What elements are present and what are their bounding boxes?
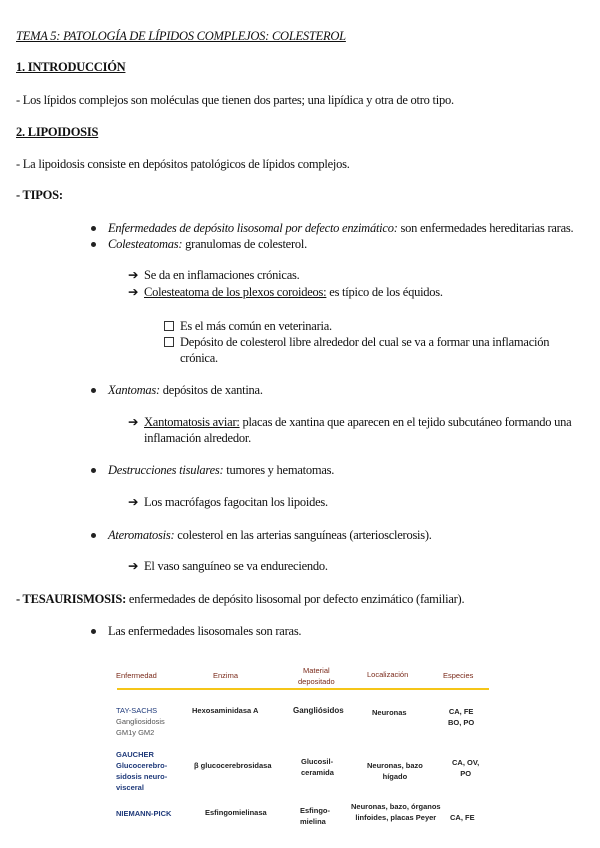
tipos-label: - TIPOS: (16, 188, 63, 202)
disease-cell: TAY-SACHS Gangliosidosis GM1y GM2 (116, 706, 165, 737)
tesaurismosis-paragraph: - TESAURISMOSIS: enfermedades de depósito lisosomal por defecto enzimático (familiar). (16, 592, 465, 606)
list-item: Las enfermedades lisosomales son raras. (108, 624, 302, 638)
heading-introduccion: 1. INTRODUCCIÓN (16, 60, 126, 74)
bullet-icon (91, 629, 96, 634)
list-item: El vaso sanguíneo se va endureciendo. (144, 559, 328, 573)
species-cell: CA, FE (450, 813, 475, 822)
list-item: Depósito de colesterol libre alrededor del cual se va a formar una inflamación (180, 335, 550, 349)
bullet-icon (91, 468, 96, 473)
bullet-icon (91, 388, 96, 393)
bullet-icon (91, 533, 96, 538)
list-item: Xantomatosis aviar: placas de xantina que aparecen en el tejido subcutáneo formando una (144, 415, 572, 429)
bullet-icon (91, 242, 96, 247)
disease-cell: NIEMANN-PICK (116, 809, 172, 818)
enzyme-cell: Esfingomielinasa (205, 808, 267, 817)
list-item: Es el más común en veterinaria. (180, 319, 332, 333)
header-divider (117, 688, 489, 690)
list-item: Los macrófagos fagocitan los lipoides. (144, 495, 328, 509)
list-item-continuation: inflamación alrededor. (144, 431, 251, 445)
location-cell: Neuronas, bazo hígado (367, 761, 423, 781)
list-item-continuation: crónica. (180, 351, 218, 365)
arrow-icon: ➔ (128, 285, 139, 299)
list-item: Xantomas: depósitos de xantina. (108, 383, 263, 397)
column-header: Enfermedad (116, 671, 157, 680)
disease-cell: GAUCHER Glucocerebro- sidosis neuro- visceral (116, 750, 168, 792)
column-header: Especies (443, 671, 474, 680)
list-item: Colesteatomas: granulomas de colesterol. (108, 237, 307, 251)
list-item: Enfermedades de depósito lisosomal por defecto enzimático: son enfermedades hereditarias raras. (108, 221, 574, 235)
paragraph: - La lipoidosis consiste en depósitos patológicos de lípidos complejos. (16, 157, 350, 171)
bullet-icon (91, 226, 96, 231)
column-header: depositado (298, 677, 335, 686)
location-cell: Neuronas, bazo, órganos linfoides, placas Peyer (351, 802, 441, 822)
checkbox-icon (164, 337, 174, 347)
column-header: Enzima (213, 671, 239, 680)
arrow-icon: ➔ (128, 268, 139, 282)
material-cell: Glucosil- ceramida (301, 757, 334, 777)
species-cell: CA, OV, PO (452, 758, 480, 778)
species-cell: CA, FE BO, PO (448, 707, 475, 727)
paragraph: - Los lípidos complejos son moléculas que tienen dos partes; una lipídica y otra de otro tipo. (16, 93, 454, 107)
enzyme-cell: β glucocerebrosidasa (194, 761, 272, 770)
location-cell: Neuronas (372, 708, 407, 717)
arrow-icon: ➔ (128, 495, 139, 509)
enzyme-cell: Hexosaminidasa A (192, 706, 259, 715)
list-item: Ateromatosis: colesterol en las arterias sanguíneas (arteriosclerosis). (108, 528, 432, 542)
list-item: Colesteatoma de los plexos coroideos: es típico de los équidos. (144, 285, 443, 299)
column-header: Localización (367, 670, 409, 679)
list-item: Se da en inflamaciones crónicas. (144, 268, 300, 282)
material-cell: Gangliósidos (293, 706, 344, 715)
document-title: TEMA 5: PATOLOGÍA DE LÍPIDOS COMPLEJOS: COLESTEROL (16, 29, 346, 43)
heading-lipoidosis: 2. LIPOIDOSIS (16, 125, 99, 139)
list-item: Destrucciones tisulares: tumores y hematomas. (108, 463, 335, 477)
arrow-icon: ➔ (128, 415, 139, 429)
arrow-icon: ➔ (128, 559, 139, 573)
checkbox-icon (164, 321, 174, 331)
column-header: Material (303, 666, 330, 675)
material-cell: Esfingo- mielina (300, 806, 330, 826)
